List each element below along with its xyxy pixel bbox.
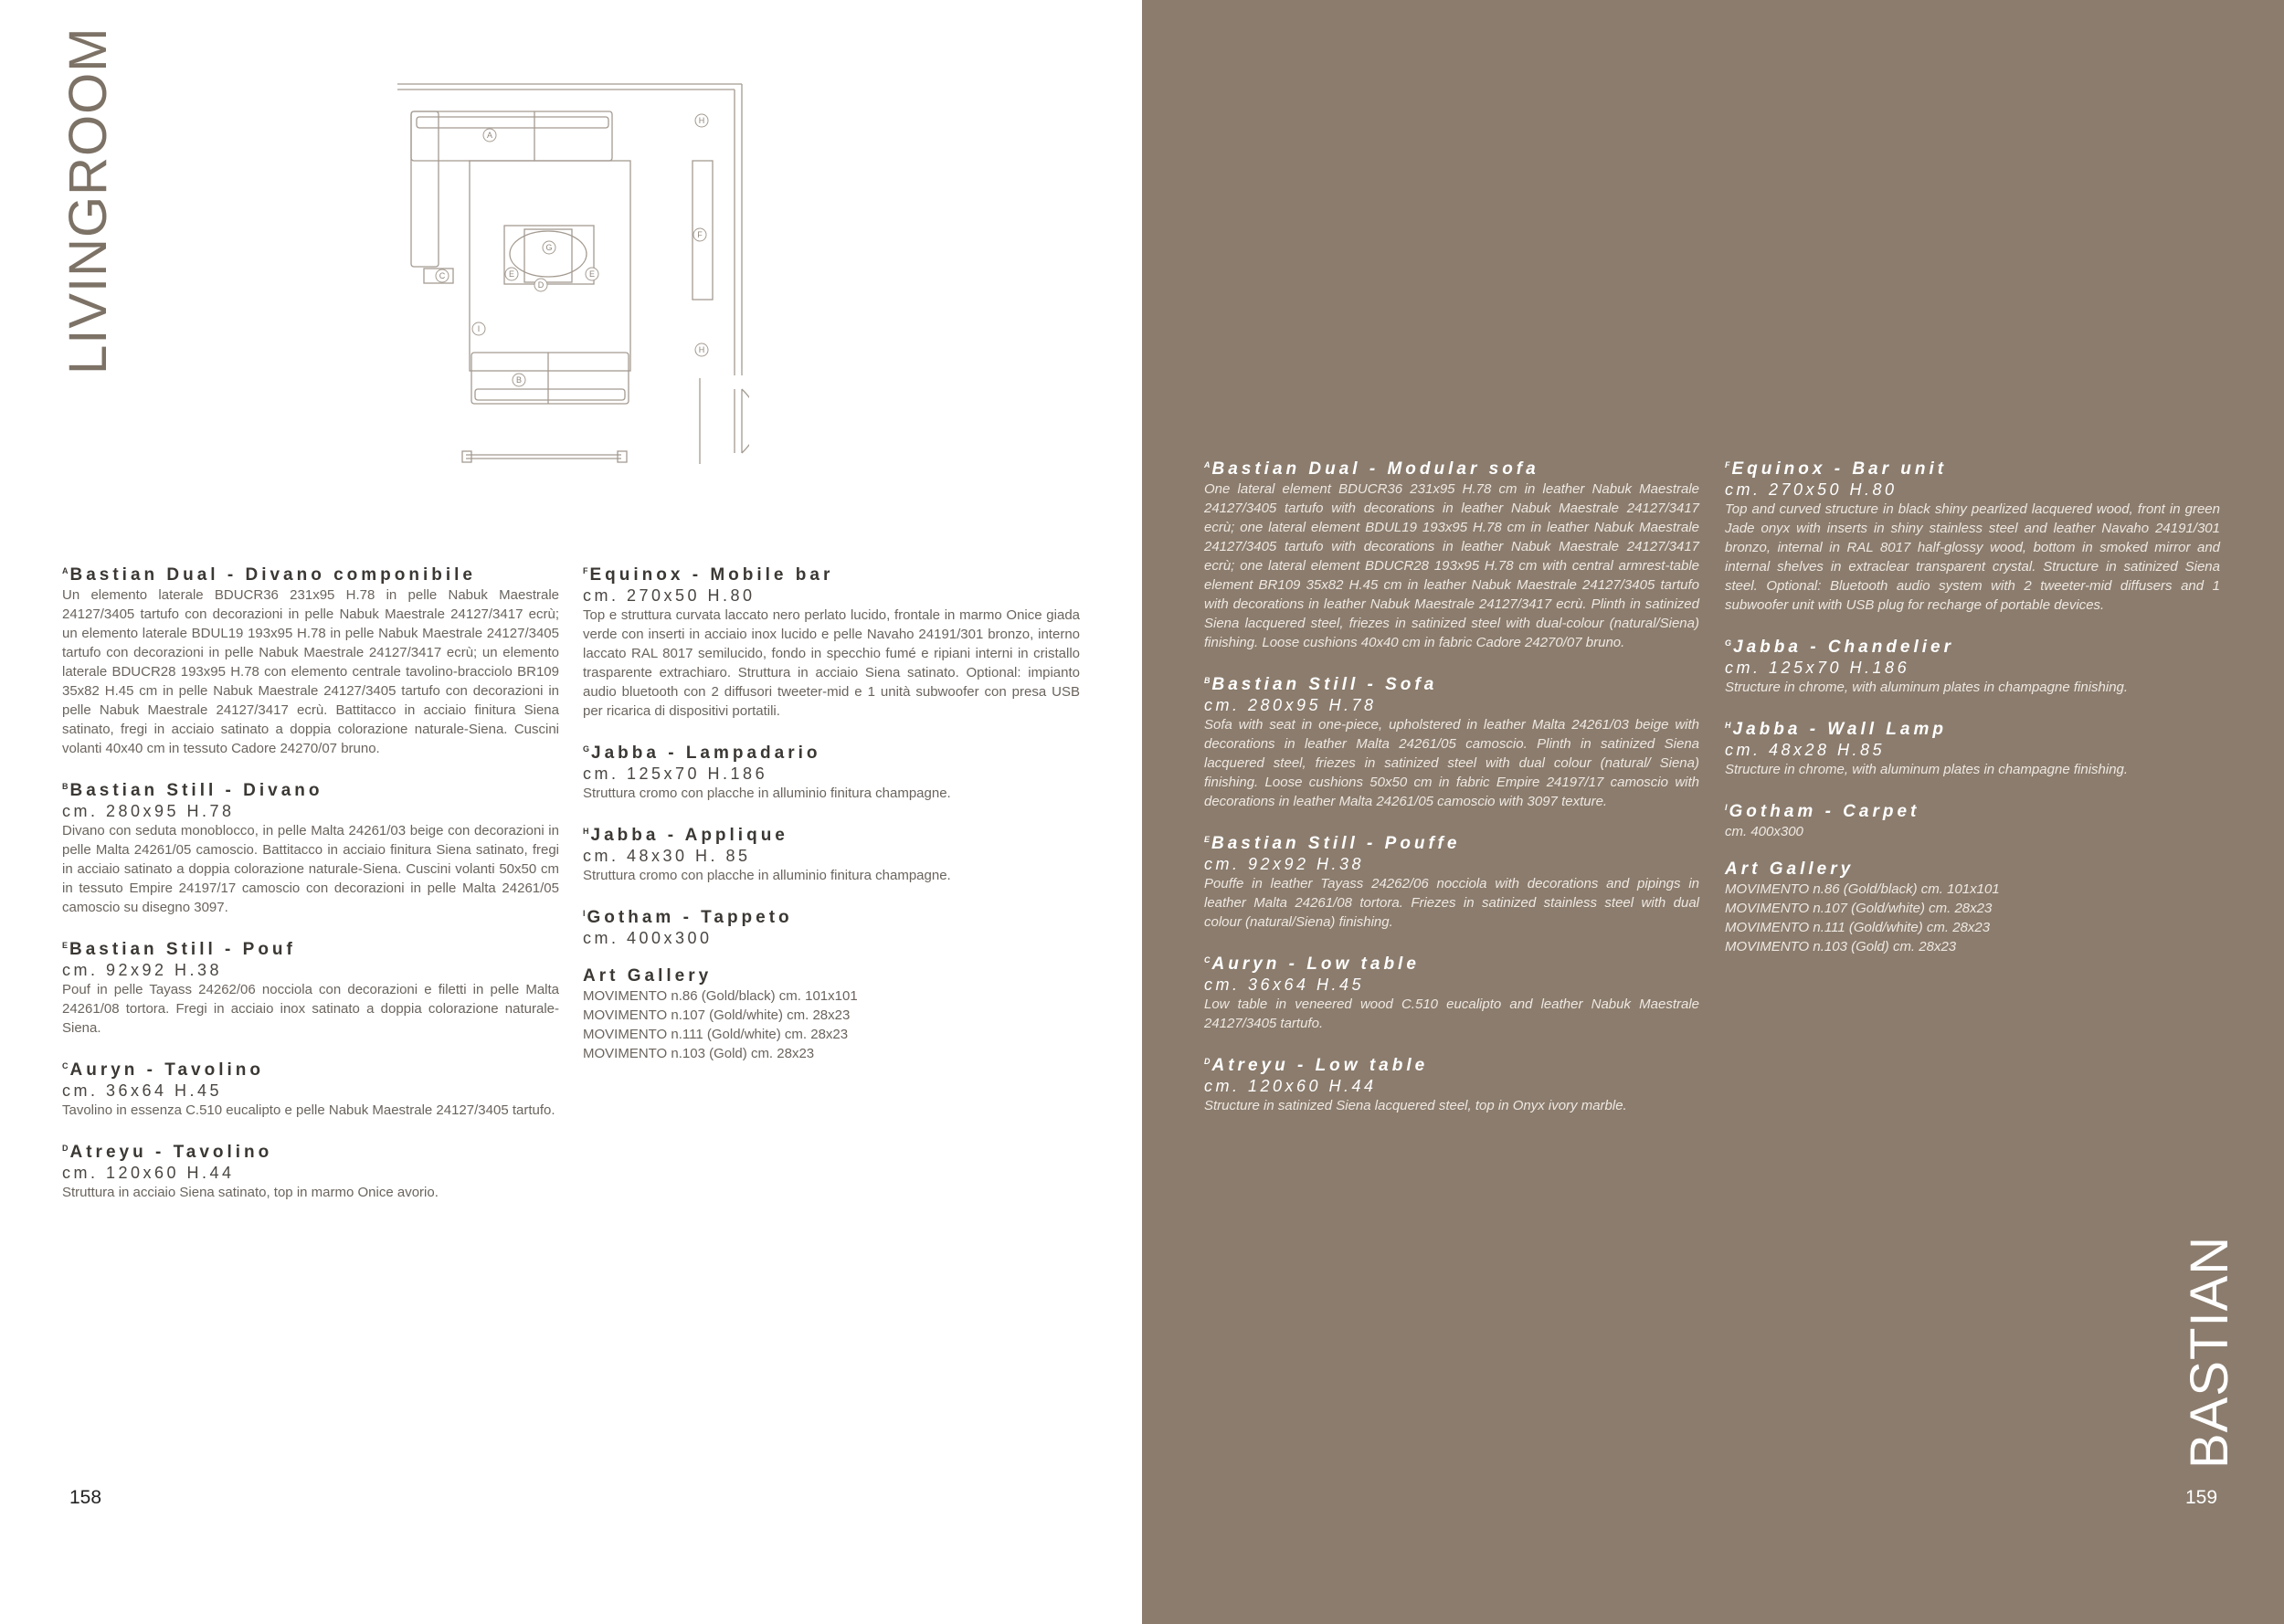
product-title bbox=[1204, 455, 1699, 480]
product-title bbox=[583, 966, 1080, 986]
product-dimensions: cm. 400x300 bbox=[583, 929, 713, 947]
plan-reference-letter: A bbox=[62, 566, 69, 575]
plan-reference-letter: C bbox=[62, 1061, 69, 1070]
product-dimensions: cm. 36x64 H.45 bbox=[62, 1081, 223, 1100]
product-title-text: Bastian Dual - Divano componibile bbox=[69, 565, 476, 585]
product-title-text: Gotham - Carpet bbox=[1729, 802, 1920, 821]
product-description: Struttura cromo con placche in alluminio finitura champagne. bbox=[583, 786, 951, 801]
product-title bbox=[62, 935, 559, 960]
product-title bbox=[62, 776, 559, 801]
product-title bbox=[1204, 1051, 1699, 1076]
section-title-bastian: BASTIAN bbox=[2180, 1235, 2239, 1469]
plan-reference-letter: F bbox=[1725, 460, 1730, 469]
plan-reference-letter: A bbox=[1204, 460, 1211, 469]
plan-reference-letter: F bbox=[583, 566, 588, 575]
product-entry bbox=[1204, 950, 1699, 1033]
product-entry bbox=[1204, 455, 1699, 652]
plan-reference-letter: E bbox=[62, 941, 69, 950]
product-entry bbox=[1204, 829, 1699, 932]
product-title bbox=[62, 561, 559, 585]
product-title bbox=[1725, 633, 2220, 658]
product-description: Struttura cromo con placche in alluminio finitura champagne. bbox=[583, 868, 951, 883]
product-description: Tavolino in essenza C.510 eucalipto e pelle Nabuk Maestrale 24127/3405 tartufo. bbox=[62, 1102, 555, 1118]
plan-reference-letter: G bbox=[583, 744, 590, 754]
product-dimensions: cm. 125x70 H.186 bbox=[1725, 659, 1910, 677]
right-column-1 bbox=[1204, 455, 1699, 1134]
product-title-text: Equinox - Mobile bar bbox=[589, 565, 834, 585]
product-description: Struttura in acciaio Siena satinato, top in marmo Onice avorio. bbox=[62, 1185, 439, 1200]
product-description: Structure in chrome, with aluminum plates in champagne finishing. bbox=[1725, 680, 2129, 695]
artwork-item: MOVIMENTO n.107 (Gold/white) cm. 28x23 bbox=[1725, 901, 1993, 916]
product-entry bbox=[1725, 715, 2220, 779]
plan-reference-letter: B bbox=[1204, 676, 1211, 685]
product-description: Low table in veneered wood C.510 eucalipto and leather Nabuk Maestrale 24127/3405 tartufo. bbox=[1204, 997, 1699, 1031]
product-title-text: Art Gallery bbox=[583, 966, 713, 986]
artwork-item: MOVIMENTO n.107 (Gold/white) cm. 28x23 bbox=[583, 1007, 851, 1023]
artwork-list bbox=[583, 986, 1080, 1063]
product-description: Pouffe in leather Tayass 24262/06 nocciola with decorations and pipings in leather Malta 24261/08 tortora. Friezes in satinized stainless steel with dual colour (natural/Siena) finishing. bbox=[1204, 876, 1699, 930]
product-title-text: Bastian Still - Divano bbox=[69, 781, 323, 800]
product-title bbox=[1204, 829, 1699, 854]
product-dimensions: cm. 125x70 H.186 bbox=[583, 765, 768, 783]
product-title-text: Auryn - Low table bbox=[1211, 954, 1420, 974]
plan-label-d: D bbox=[537, 280, 545, 290]
product-description: cm. 400x300 bbox=[1725, 824, 1803, 839]
product-title bbox=[1725, 455, 2220, 480]
product-entry bbox=[62, 935, 559, 1038]
left-column-2 bbox=[583, 561, 1080, 1081]
plan-label-e-left: E bbox=[508, 269, 515, 279]
artwork-item: MOVIMENTO n.86 (Gold/black) cm. 101x101 bbox=[1725, 881, 2000, 897]
product-entry bbox=[1204, 1051, 1699, 1115]
product-dimensions: cm. 280x95 H.78 bbox=[62, 802, 235, 820]
product-title bbox=[1725, 797, 2220, 822]
product-title-text: Atreyu - Tavolino bbox=[69, 1143, 273, 1162]
product-entry bbox=[1204, 670, 1699, 811]
product-title-text: Auryn - Tavolino bbox=[69, 1060, 264, 1080]
plan-reference-letter: H bbox=[583, 827, 589, 836]
plan-reference-letter: I bbox=[1725, 803, 1728, 812]
product-title-text: Jabba - Wall Lamp bbox=[1732, 720, 1947, 739]
product-description: Sofa with seat in one-piece, upholstered in leather Malta 24261/03 beige with decorations in leather Malta 24261/05 camoscio. Plinth in satinized Siena lacquered steel, friezes in satinized steel with dual colour (natural/ Siena) finishing. Loose cushions 50x50 cm in fabric Empire 24197/17 camoscio with decorations in leather Malta 24261/05 camoscio with 3097 texture. bbox=[1204, 717, 1699, 809]
product-dimensions: cm. 270x50 H.80 bbox=[583, 586, 756, 605]
product-title-text: Bastian Still - Pouf bbox=[69, 940, 296, 959]
plan-reference-letter: I bbox=[583, 909, 586, 918]
product-dimensions: cm. 270x50 H.80 bbox=[1725, 480, 1898, 499]
section-title-livingroom: LIVINGROOM bbox=[58, 26, 118, 374]
product-dimensions: cm. 120x60 H.44 bbox=[62, 1164, 235, 1182]
product-title-text: Jabba - Applique bbox=[590, 826, 788, 845]
product-entry bbox=[62, 1138, 559, 1202]
product-description: Top e struttura curvata laccato nero perlato lucido, frontale in marmo Onice giada verde con inserti in acciaio inox lucido e pelle Navaho 24191/301 bronzo, interno laccato RAL 8017 semilucido, fondo in specchio fumé e ripiani interni in cristallo trasparente extrachiaro. Struttura in acciaio Siena satinato. Optional: impianto audio bluetooth con 2 diffusori tweeter-mid e 1 unità subwoofer con presa USB per ricarica di dispositivi portatili. bbox=[583, 607, 1080, 719]
product-entry bbox=[1725, 859, 2220, 956]
product-entry bbox=[583, 739, 1080, 803]
product-description: Top and curved structure in black shiny pearlized lacquered wood, front in green Jade onyx with inserts in shiny stainless steel and leather Navaho 24191/301 bronzo, internal in RAL 8017 half-glossy wood, bottom in smoked mirror and internal shelves in extraclear transparent crystal. Structure in satinized Siena steel. Optional: Bluetooth audio system with 2 tweeter-mid diffusers and 1 subwoofer unit with USB plug for recharge of portable devices. bbox=[1725, 501, 2220, 613]
product-description: Structure in satinized Siena lacquered steel, top in Onyx ivory marble. bbox=[1204, 1098, 1627, 1113]
product-title bbox=[583, 821, 1080, 846]
product-dimensions: cm. 92x92 H.38 bbox=[62, 961, 223, 979]
product-title-text: Gotham - Tappeto bbox=[587, 908, 793, 927]
artwork-item: MOVIMENTO n.111 (Gold/white) cm. 28x23 bbox=[1725, 920, 1991, 935]
artwork-item: MOVIMENTO n.111 (Gold/white) cm. 28x23 bbox=[583, 1027, 849, 1042]
left-column-1 bbox=[62, 561, 559, 1220]
product-entry bbox=[583, 903, 1080, 948]
product-dimensions: cm. 36x64 H.45 bbox=[1204, 975, 1365, 994]
product-title-text: Bastian Still - Sofa bbox=[1211, 675, 1438, 694]
right-page bbox=[1142, 0, 2284, 1624]
plan-reference-letter: C bbox=[1204, 955, 1211, 965]
floor-plan-diagram bbox=[393, 79, 749, 471]
product-dimensions: cm. 92x92 H.38 bbox=[1204, 855, 1365, 873]
plan-label-c: C bbox=[439, 271, 446, 280]
product-entry bbox=[1725, 797, 2220, 841]
product-title bbox=[583, 903, 1080, 928]
product-entry bbox=[62, 561, 559, 758]
product-title-text: Equinox - Bar unit bbox=[1731, 459, 1948, 479]
product-title bbox=[1204, 950, 1699, 975]
product-title bbox=[583, 561, 1080, 585]
plan-label-g: G bbox=[545, 243, 553, 252]
product-title-text: Art Gallery bbox=[1725, 859, 1855, 879]
plan-label-i: I bbox=[477, 324, 481, 333]
plan-reference-letter: H bbox=[1725, 721, 1731, 730]
plan-reference-letter: B bbox=[62, 782, 69, 791]
product-dimensions: cm. 280x95 H.78 bbox=[1204, 696, 1377, 714]
product-title-text: Bastian Dual - Modular sofa bbox=[1211, 459, 1539, 479]
product-dimensions: cm. 120x60 H.44 bbox=[1204, 1077, 1377, 1095]
product-title bbox=[1725, 859, 2220, 880]
product-title-text: Jabba - Lampadario bbox=[591, 743, 821, 763]
plan-label-h-top: H bbox=[698, 116, 705, 125]
product-dimensions: cm. 48x28 H.85 bbox=[1725, 741, 1886, 759]
plan-label-a: A bbox=[486, 131, 493, 140]
product-title-text: Bastian Still - Pouffe bbox=[1211, 834, 1461, 853]
artwork-item: MOVIMENTO n.86 (Gold/black) cm. 101x101 bbox=[583, 988, 858, 1004]
product-title bbox=[583, 739, 1080, 764]
product-entry bbox=[1725, 455, 2220, 615]
product-description: Structure in chrome, with aluminum plates in champagne finishing. bbox=[1725, 762, 2129, 777]
product-entry bbox=[62, 1056, 559, 1120]
plan-label-h-bottom: H bbox=[698, 345, 705, 354]
product-entry bbox=[583, 821, 1080, 885]
product-entry bbox=[1725, 633, 2220, 697]
product-entry bbox=[62, 776, 559, 917]
plan-reference-letter: D bbox=[62, 1144, 69, 1153]
product-entry bbox=[583, 966, 1080, 1063]
product-dimensions: cm. 48x30 H. 85 bbox=[583, 847, 751, 865]
product-description: Un elemento laterale BDUCR36 231x95 H.78 in pelle Nabuk Maestrale 24127/3405 tartufo con decorazioni in pelle Nabuk Maestrale 24127/3417 ecrù; un elemento laterale BDUL19 193x95 H.78 in pelle Nabuk Maestrale 24127/3405 tartufo con decorazioni in pelle Nabuk Maestrale 24127/3417 ecrù; un elemento laterale BDUCR28 193x95 H.78 con elemento centrale tavolino-bracciolo BR109 35x82 H.45 cm in pelle Nabuk Maestrale 24127/3405 tartufo con decorazioni in pelle Nabuk Maestrale 24127/3417 ecrù. Battitacco in acciaio finitura Siena satinato, fregi in acciaio satinato a doppia colorazione naturale-Siena. Cuscini volanti 40x40 cm in tessuto Cadore 24270/07 bruno. bbox=[62, 587, 559, 756]
product-title bbox=[62, 1056, 559, 1081]
product-description: One lateral element BDUCR36 231x95 H.78 cm in leather Nabuk Maestrale 24127/3405 tartufo with decorations in leather Nabuk Maestrale 24127/3417 ecrù; one lateral element BDUL19 193x95 H.78 cm in leather Nabuk Maestrale 24127/3405 tartufo with decorations in leather Nabuk Maestrale 24127/3417 ecrù; one lateral element BDUCR28 193x95 H.78 cm with central armrest-table element BR109 35x82 H.45 cm in leather Nabuk Maestrale 24127/3405 tartufo with decorations in leather Nabuk Maestrale 24127/3417 ecrù. Plinth in satinized Siena lacquered steel, friezes in satinized steel with dual-colour (natural/Siena) finishing. Loose cushions 40x40 cm in fabric Cadore 24270/07 bruno. bbox=[1204, 481, 1699, 650]
product-title bbox=[62, 1138, 559, 1163]
plan-reference-letter: G bbox=[1725, 638, 1732, 648]
artwork-item: MOVIMENTO n.103 (Gold) cm. 28x23 bbox=[1725, 939, 1957, 954]
plan-reference-letter: D bbox=[1204, 1057, 1211, 1066]
product-entry bbox=[583, 561, 1080, 721]
page-number-left: 158 bbox=[69, 1487, 102, 1508]
artwork-list bbox=[1725, 880, 2220, 956]
product-description: Pouf in pelle Tayass 24262/06 nocciola con decorazioni e filetti in pelle Malta 24261/08 tortora. Fregi in acciaio inox satinato a doppia colorazione naturale-Siena. bbox=[62, 982, 559, 1036]
product-title bbox=[1204, 670, 1699, 695]
page-number-right: 159 bbox=[2185, 1487, 2218, 1508]
product-title-text: Atreyu - Low table bbox=[1211, 1056, 1429, 1075]
product-title-text: Jabba - Chandelier bbox=[1733, 638, 1955, 657]
plan-label-f: F bbox=[697, 230, 703, 239]
product-title bbox=[1725, 715, 2220, 740]
plan-label-b: B bbox=[515, 375, 523, 385]
product-description: Divano con seduta monoblocco, in pelle Malta 24261/03 beige con decorazioni in pelle Malta 24261/05 camoscio. Battitacco in acciaio finitura Siena satinato, fregi in acciaio satinato a doppia colorazione naturale-Siena. Cuscini volanti 50x50 cm in tessuto Empire 24197/17 camoscio con decorazioni in pelle Malta 24261/05 camoscio su disegno 3097. bbox=[62, 823, 559, 915]
artwork-item: MOVIMENTO n.103 (Gold) cm. 28x23 bbox=[583, 1046, 815, 1061]
plan-reference-letter: E bbox=[1204, 835, 1211, 844]
right-column-2 bbox=[1725, 455, 2220, 975]
plan-label-e-right: E bbox=[588, 269, 596, 279]
